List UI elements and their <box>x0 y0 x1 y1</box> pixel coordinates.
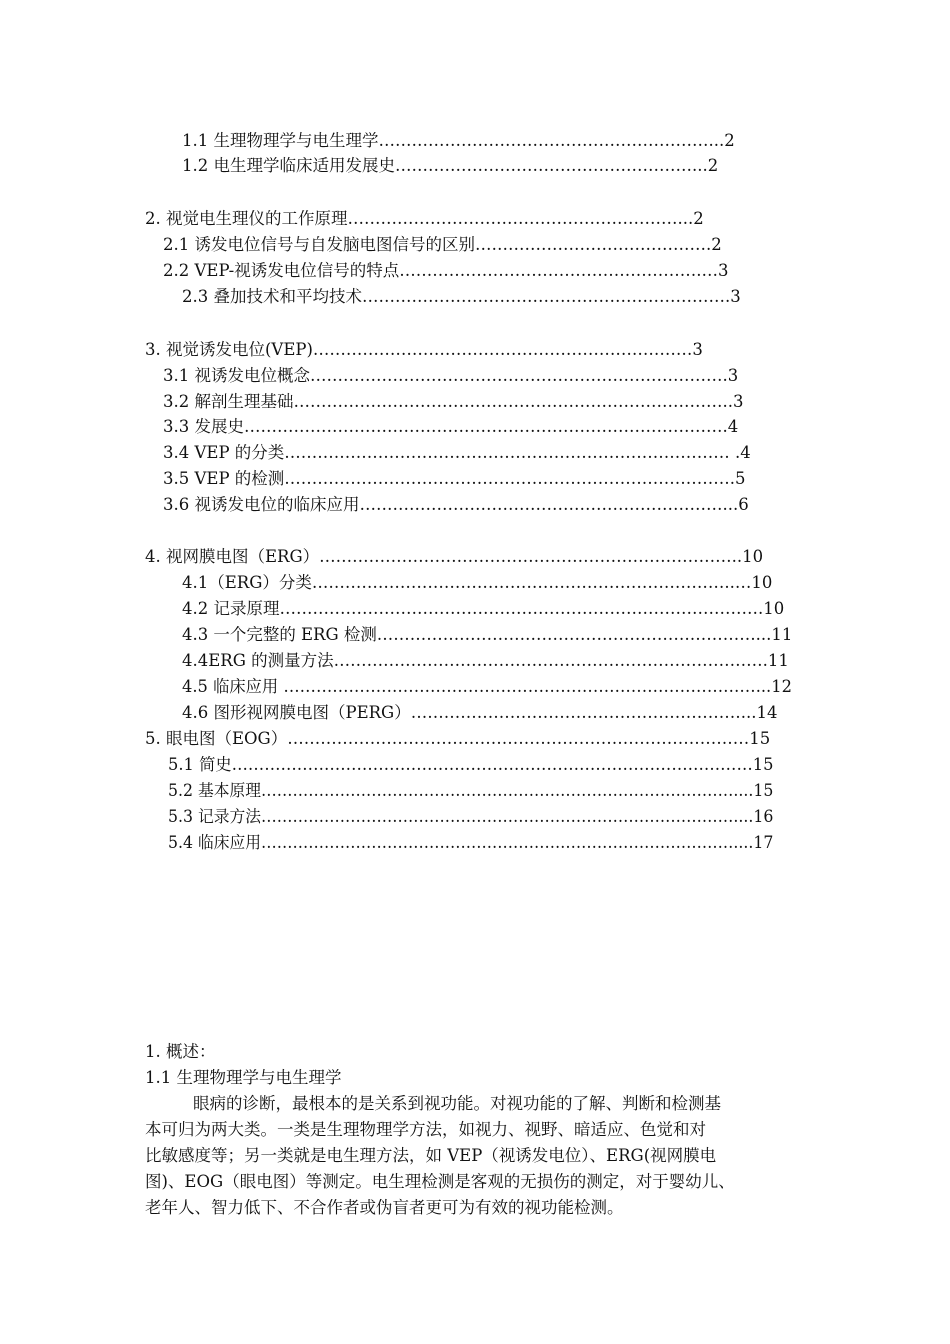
toc-entry[interactable]: 5. 眼电图（EOG）…………………………………………………………………………15 <box>145 729 771 748</box>
toc-entry[interactable]: 3.6 视诱发电位的临床应用…………………………………………………………...6 <box>163 495 749 514</box>
toc-entry[interactable]: 1.1 生理物理学与电生理学……………………………………………………...2 <box>182 131 735 150</box>
toc-entry[interactable]: 2.3 叠加技术和平均技术………………………………………………………….3 <box>182 287 741 306</box>
toc-entry[interactable]: 3.5 VEP 的检测……………………………………………………………………….5 <box>163 469 746 488</box>
paragraph-line: 比敏感度等；另一类就是电生理方法，如 VEP（视诱发电位）、ERG(视网膜电 <box>145 1146 717 1165</box>
toc-entry[interactable]: 3.3 发展史…………………………………………………………………………….4 <box>163 417 739 436</box>
toc-entry[interactable]: 5.4 临床应用………………………………………………………………………………....17 <box>168 833 774 852</box>
toc-entry[interactable]: 5.2 基本原理………………………………………………………………………………....15 <box>168 781 774 800</box>
paragraph-line: 老年人、智力低下、不合作者或伪盲者更可为有效的视功能检测。 <box>145 1198 624 1217</box>
toc-entry[interactable]: 4.3 一个完整的 ERG 检测……………………………………………………………...11 <box>182 625 793 644</box>
subsection-heading: 1.1 生理物理学与电生理学 <box>145 1068 342 1087</box>
paragraph-line: 本可归为两大类。一类是生理物理学方法，如视力、视野、暗适应、色觉和对 <box>145 1120 706 1139</box>
toc-entry[interactable]: 4.4ERG 的测量方法…………………………………………………………………….11 <box>182 651 789 670</box>
toc-entry[interactable]: 2. 视觉电生理仪的工作原理……………………………………………………...2 <box>145 209 704 228</box>
toc-entry[interactable]: 4. 视网膜电图（ERG）…………………………………………………………………..10 <box>145 547 764 566</box>
toc-entry[interactable]: 4.2 记录原理…………………………………………………………………………….10 <box>182 599 785 618</box>
toc-entry[interactable]: 3.2 解剖生理基础……………………………………………………………………..3 <box>163 392 744 411</box>
toc-entry[interactable]: 3.1 视诱发电位概念………………………………………………………………….3 <box>163 366 739 385</box>
toc-entry[interactable]: 3.4 VEP 的分类……………………………………………………………………… .4 <box>163 443 751 462</box>
section-heading: 1. 概述： <box>145 1042 216 1061</box>
toc-entry[interactable]: 5.1 简史……………………………………………………………………………………15 <box>168 755 774 774</box>
toc-entry[interactable]: 4.6 图形视网膜电图（PERG）……………………………………………………...14 <box>182 703 778 722</box>
toc-entry[interactable]: 4.5 临床应用 ……………………………………………………………………………...12 <box>182 677 792 696</box>
toc-entry[interactable]: 5.3 记录方法………………………………………………………………………………....16 <box>168 807 774 826</box>
paragraph-line: 图)、EOG（眼电图）等测定。电生理检测是客观的无损伤的测定，对于婴幼儿、 <box>145 1172 735 1191</box>
paragraph-line: 眼病的诊断，最根本的是关系到视功能。对视功能的了解、判断和检测基 <box>193 1094 721 1113</box>
toc-entry[interactable]: 3. 视觉诱发电位(VEP)……………………………………………………………3 <box>145 340 703 359</box>
toc-entry[interactable]: 2.1 诱发电位信号与自发脑电图信号的区别…………………………………….2 <box>163 235 722 254</box>
toc-entry[interactable]: 2.2 VEP-视诱发电位信号的特点……………………………………………….…3 <box>163 261 729 280</box>
toc-entry[interactable]: 1.2 电生理学临床适用发展史………………………………………………...2 <box>182 156 719 175</box>
toc-entry[interactable]: 4.1（ERG）分类…………………………………………………………………..…10 <box>182 573 773 592</box>
